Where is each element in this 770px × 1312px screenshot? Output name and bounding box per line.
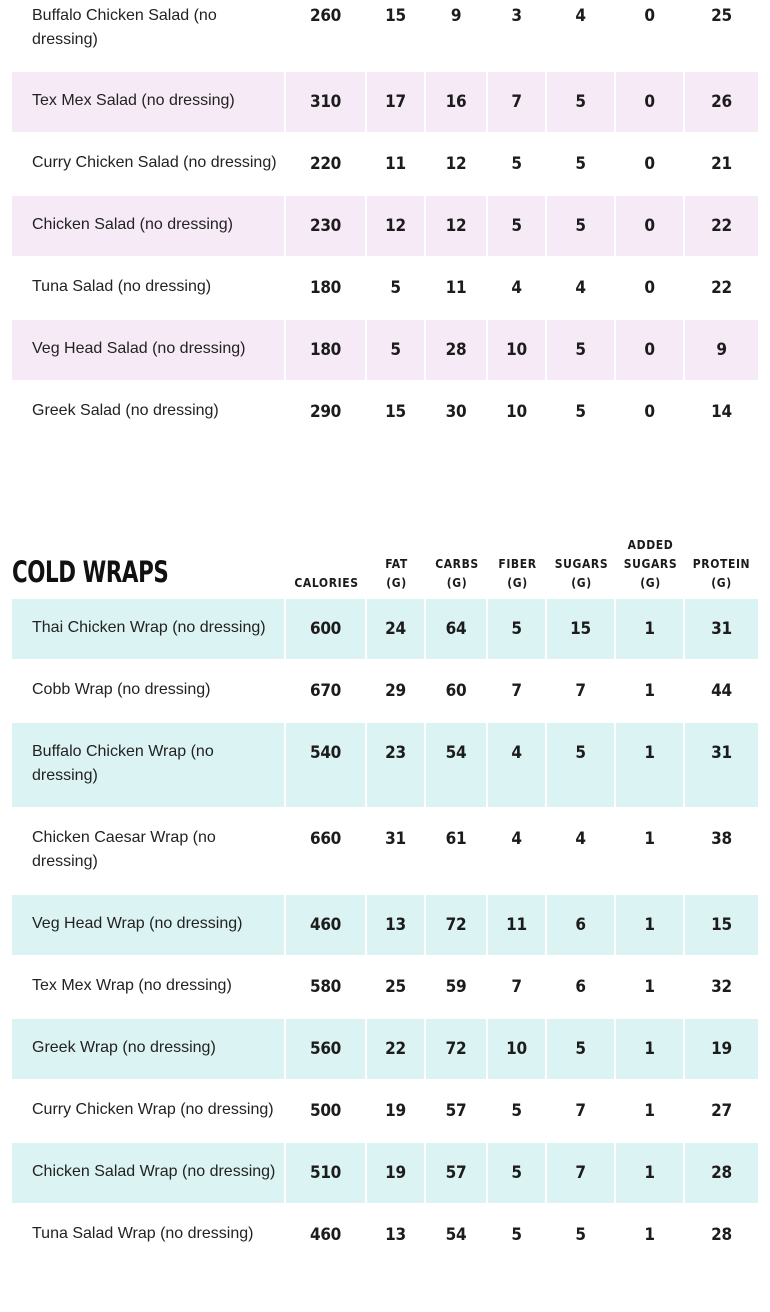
calories-value: 180 [286,258,367,318]
fat-value: 19 [367,1081,426,1141]
table-row [12,1205,758,1265]
header-calories: CALORIES [294,576,359,590]
calories-value: 290 [286,382,367,442]
carbs-value: 54 [426,1205,488,1265]
table-row [12,196,758,256]
carbs-value: 16 [426,72,488,132]
fiber-value: 5 [488,1081,547,1141]
sugars-value: 5 [547,196,616,256]
sugars-value: 5 [547,72,616,132]
sugars-value: 5 [547,723,616,807]
item-name: Tuna Salad Wrap (no dressing) [12,1205,286,1265]
protein-value: 44 [711,681,732,701]
item-name: Chicken Caesar Wrap (no dressing) [12,809,286,893]
carbs-value: 12 [426,196,488,256]
table-row [12,895,758,955]
header-sugars: SUGARS (G) [554,557,609,590]
calories-value: 580 [286,957,367,1017]
item-name: Chicken Salad (no dressing) [12,196,286,256]
item-name: Cobb Wrap (no dressing) [12,661,286,721]
table-row [12,134,758,194]
carbs-value: 57 [426,1081,488,1141]
fat-value: 24 [367,599,426,659]
item-name: Veg Head Salad (no dressing) [12,320,286,380]
fat-value: 11 [367,134,426,194]
fiber-value: 5 [488,134,547,194]
added-sugars-value: 0 [616,134,685,194]
added-sugars-value: 1 [616,809,685,893]
protein-value: 21 [711,154,732,174]
protein-value: 26 [711,92,732,112]
added-sugars-value: 1 [616,1081,685,1141]
added-sugars-value: 1 [616,1205,685,1265]
added-sugars-value: 1 [616,599,685,659]
table-row [12,1019,758,1079]
protein-value: 22 [711,278,732,298]
sugars-value: 5 [547,1205,616,1265]
table-row [12,382,758,442]
table-row [12,1143,758,1203]
fiber-value: 4 [488,258,547,318]
fiber-value: 5 [488,1205,547,1265]
fat-value: 13 [367,1205,426,1265]
table-row [12,320,758,380]
carbs-value: 59 [426,957,488,1017]
item-name: Buffalo Chicken Salad (no dressing) [12,0,286,68]
carbs-value: 11 [426,258,488,318]
fat-value: 15 [367,0,426,68]
sugars-value: 7 [547,1081,616,1141]
header-added-sugars: ADDED SUGARS (G) [623,538,678,590]
calories-value: 310 [286,72,367,132]
table-row [12,723,758,807]
sugars-value: 5 [547,134,616,194]
protein-value: 31 [711,743,732,763]
sugars-value: 7 [547,1143,616,1203]
fiber-value: 3 [488,0,547,68]
calories-value: 510 [286,1143,367,1203]
protein-value: 19 [711,1039,732,1059]
fat-value: 25 [367,957,426,1017]
table-row [12,1081,758,1141]
calories-value: 180 [286,320,367,380]
item-name: Greek Salad (no dressing) [12,382,286,442]
fiber-value: 4 [488,723,547,807]
fiber-value: 7 [488,957,547,1017]
item-name: Tuna Salad (no dressing) [12,258,286,318]
fiber-value: 10 [488,320,547,380]
table-row [12,258,758,318]
added-sugars-value: 1 [616,723,685,807]
sugars-value: 6 [547,895,616,955]
protein-value: 27 [711,1101,732,1121]
fiber-value: 11 [488,895,547,955]
fat-value: 13 [367,895,426,955]
protein-value: 38 [711,829,732,849]
fat-value: 22 [367,1019,426,1079]
sugars-value: 5 [547,382,616,442]
header-spacer [12,534,286,594]
fiber-value: 7 [488,661,547,721]
added-sugars-value: 1 [616,1019,685,1079]
carbs-value: 28 [426,320,488,380]
carbs-value: 60 [426,661,488,721]
added-sugars-value: 0 [616,72,685,132]
carbs-value: 72 [426,1019,488,1079]
carbs-value: 54 [426,723,488,807]
table-row [12,0,758,68]
added-sugars-value: 0 [616,320,685,380]
table-row [12,599,758,659]
table-row [12,72,758,132]
fat-value: 5 [367,258,426,318]
fiber-value: 10 [488,1019,547,1079]
header-protein: PROTEIN (G) [692,557,751,590]
fiber-value: 5 [488,1143,547,1203]
fat-value: 31 [367,809,426,893]
protein-value: 14 [711,402,732,422]
added-sugars-value: 0 [616,0,685,68]
carbs-value: 12 [426,134,488,194]
table-header [12,534,758,594]
carbs-value: 61 [426,809,488,893]
added-sugars-value: 1 [616,895,685,955]
calories-value: 260 [286,0,367,68]
item-name: Tex Mex Wrap (no dressing) [12,957,286,1017]
fiber-value: 4 [488,809,547,893]
item-name: Thai Chicken Wrap (no dressing) [12,599,286,659]
protein-value: 25 [711,6,732,26]
fat-value: 15 [367,382,426,442]
fat-value: 29 [367,661,426,721]
added-sugars-value: 0 [616,196,685,256]
table-row [12,809,758,893]
added-sugars-value: 1 [616,1143,685,1203]
header-fiber: FIBER (G) [498,557,537,590]
carbs-value: 9 [426,0,488,68]
protein-value: 9 [716,340,727,360]
added-sugars-value: 1 [616,957,685,1017]
calories-value: 460 [286,895,367,955]
calories-value: 540 [286,723,367,807]
header-fat: FAT (G) [385,557,408,590]
protein-value: 32 [711,977,732,997]
fiber-value: 5 [488,599,547,659]
fat-value: 23 [367,723,426,807]
sugars-value: 4 [547,258,616,318]
protein-value: 22 [711,216,732,236]
added-sugars-value: 0 [616,382,685,442]
fat-value: 5 [367,320,426,380]
item-name: Curry Chicken Salad (no dressing) [12,134,286,194]
item-name: Tex Mex Salad (no dressing) [12,72,286,132]
item-name: Buffalo Chicken Wrap (no dressing) [12,723,286,807]
carbs-value: 57 [426,1143,488,1203]
calories-value: 660 [286,809,367,893]
sugars-value: 5 [547,1019,616,1079]
fiber-value: 10 [488,382,547,442]
added-sugars-value: 0 [616,258,685,318]
fat-value: 12 [367,196,426,256]
item-name: Chicken Salad Wrap (no dressing) [12,1143,286,1203]
calories-value: 230 [286,196,367,256]
sugars-value: 4 [547,809,616,893]
table-row [12,661,758,721]
added-sugars-value: 1 [616,661,685,721]
calories-value: 670 [286,661,367,721]
section-title-cold-wraps: COLD WRAPS [12,555,169,589]
sugars-value: 4 [547,0,616,68]
sugars-value: 15 [547,599,616,659]
header-carbs: CARBS (G) [435,557,479,590]
item-name: Curry Chicken Wrap (no dressing) [12,1081,286,1141]
carbs-value: 72 [426,895,488,955]
calories-value: 560 [286,1019,367,1079]
table-row [12,957,758,1017]
protein-value: 15 [711,915,732,935]
protein-value: 28 [711,1163,732,1183]
calories-value: 220 [286,134,367,194]
fiber-value: 5 [488,196,547,256]
carbs-value: 64 [426,599,488,659]
item-name: Greek Wrap (no dressing) [12,1019,286,1079]
calories-value: 600 [286,599,367,659]
fat-value: 19 [367,1143,426,1203]
protein-value: 28 [711,1225,732,1245]
sugars-value: 6 [547,957,616,1017]
item-name: Veg Head Wrap (no dressing) [12,895,286,955]
protein-value: 31 [711,619,732,639]
sugars-value: 5 [547,320,616,380]
calories-value: 460 [286,1205,367,1265]
fiber-value: 7 [488,72,547,132]
calories-value: 500 [286,1081,367,1141]
carbs-value: 30 [426,382,488,442]
fat-value: 17 [367,72,426,132]
sugars-value: 7 [547,661,616,721]
